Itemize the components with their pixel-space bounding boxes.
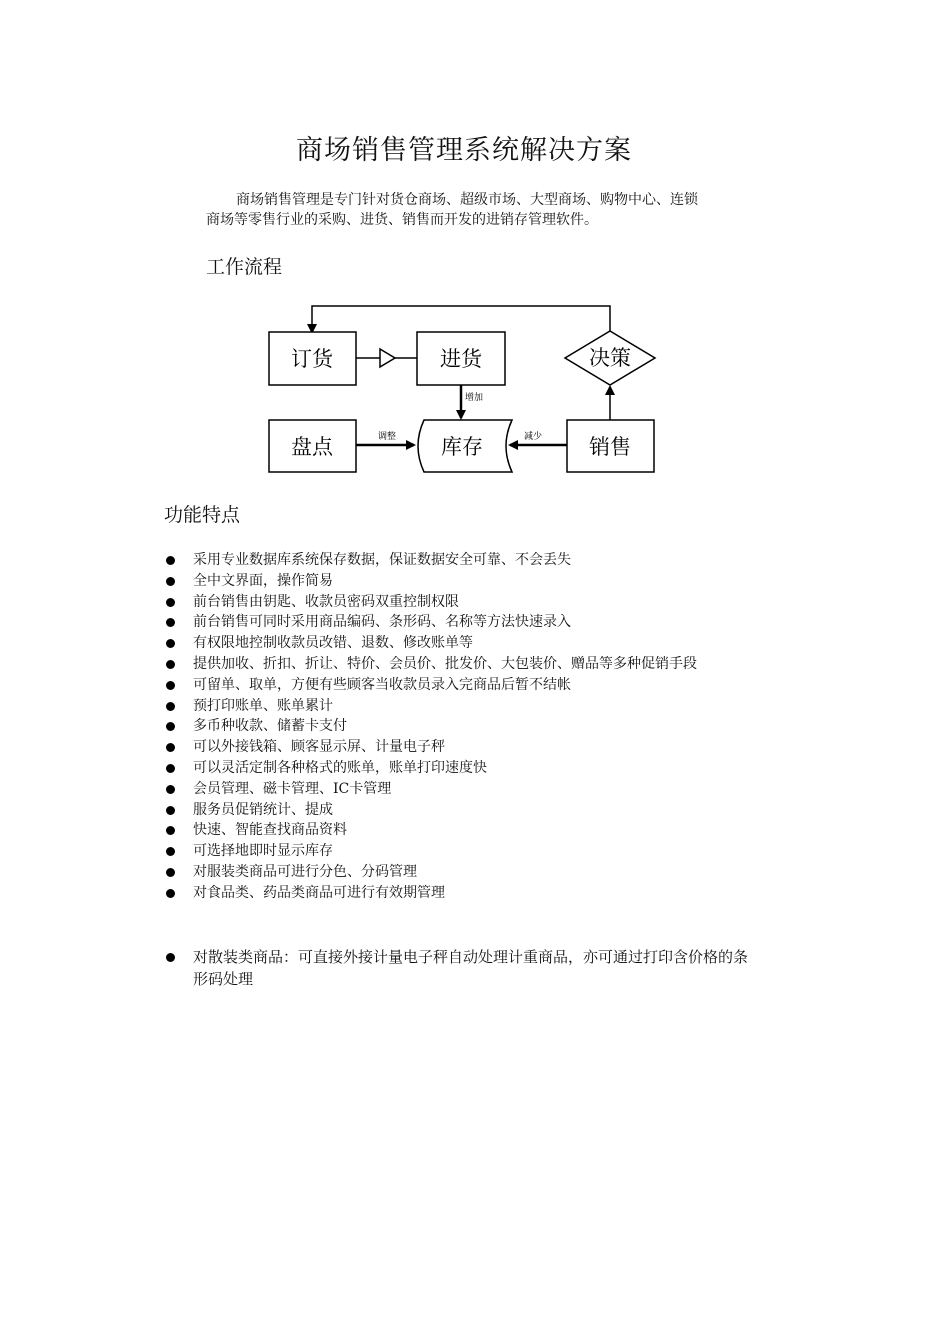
list-item: 预打印账单、账单累计 bbox=[164, 696, 764, 717]
features-list bbox=[164, 550, 764, 904]
list-item: 可选择地即时显示库存 bbox=[164, 841, 764, 862]
order-to-purchase-arrowhead bbox=[380, 349, 395, 367]
node-sales-label: 销售 bbox=[589, 435, 631, 459]
bullet-icon bbox=[166, 577, 175, 586]
bullet-icon bbox=[166, 743, 175, 752]
list-item: 有权限地控制收款员改错、退数、修改账单等 bbox=[164, 633, 764, 654]
edge-label-adjust: 调整 bbox=[378, 432, 397, 442]
bullet-icon bbox=[166, 785, 175, 794]
bullet-icon bbox=[166, 681, 175, 690]
list-item: 可留单、取单，方便有些顾客当收款员录入完商品后暂不结帐 bbox=[164, 675, 764, 696]
list-item: 前台销售可同时采用商品编码、条形码、名称等方法快速录入 bbox=[164, 612, 764, 633]
list-item: 可以灵活定制各种格式的账单，账单打印速度快 bbox=[164, 758, 764, 779]
node-decision-label: 决策 bbox=[589, 346, 631, 370]
intro-line-2: 商场等零售行业的采购、进货、销售而开发的进销存管理软件。 bbox=[206, 212, 598, 228]
bullet-icon bbox=[166, 660, 175, 669]
list-item: 对服装类商品可进行分色、分码管理 bbox=[164, 862, 764, 883]
list-item: 服务员促销统计、提成 bbox=[164, 800, 764, 821]
features-extra-list bbox=[164, 946, 764, 990]
workflow-heading: 工作流程 bbox=[206, 256, 283, 278]
intro-paragraph bbox=[206, 190, 746, 230]
list-item: 对食品类、药品类商品可进行有效期管理 bbox=[164, 883, 764, 904]
node-purchase-label: 进货 bbox=[440, 347, 482, 371]
edge-label-decrease: 减少 bbox=[524, 432, 543, 442]
features-heading: 功能特点 bbox=[164, 504, 241, 526]
bullet-icon bbox=[166, 953, 175, 962]
list-item: 可以外接钱箱、顾客显示屏、计量电子秤 bbox=[164, 737, 764, 758]
bullet-icon bbox=[166, 889, 175, 898]
document-title: 商场销售管理系统解决方案 bbox=[296, 135, 632, 166]
list-item: 会员管理、磁卡管理、IC卡管理 bbox=[164, 779, 764, 800]
bullet-icon bbox=[166, 598, 175, 607]
bullet-icon bbox=[166, 847, 175, 856]
bullet-icon bbox=[166, 722, 175, 731]
list-item: 前台销售由钥匙、收款员密码双重控制权限 bbox=[164, 592, 764, 613]
bullet-icon bbox=[166, 702, 175, 711]
node-stock-label: 库存 bbox=[441, 435, 483, 459]
bullet-icon bbox=[166, 618, 175, 627]
bullet-icon bbox=[166, 764, 175, 773]
list-item: 提供加收、折扣、折让、特价、会员价、批发价、大包装价、赠品等多种促销手段 bbox=[164, 654, 733, 675]
bullet-icon bbox=[166, 639, 175, 648]
intro-line-1: 商场销售管理是专门针对货仓商场、超级市场、大型商场、购物中心、连锁 bbox=[236, 192, 698, 208]
list-item: 对散装类商品：可直接外接计量电子秤自动处理计重商品，亦可通过打印含价格的条形码处理 bbox=[164, 946, 753, 990]
list-item: 多币种收款、储蓄卡支付 bbox=[164, 716, 764, 737]
bullet-icon bbox=[166, 868, 175, 877]
list-item: 快速、智能查找商品资料 bbox=[164, 820, 764, 841]
node-order-label: 订货 bbox=[291, 347, 333, 371]
node-inventory-check-label: 盘点 bbox=[291, 435, 333, 459]
list-item: 采用专业数据库系统保存数据，保证数据安全可靠、不会丢失 bbox=[164, 550, 764, 571]
edge-label-increase: 增加 bbox=[465, 393, 484, 403]
bullet-icon bbox=[166, 556, 175, 565]
loop-connector bbox=[312, 306, 610, 332]
workflow-diagram bbox=[262, 296, 662, 482]
bullet-icon bbox=[166, 826, 175, 835]
list-item: 全中文界面，操作简易 bbox=[164, 571, 764, 592]
bullet-icon bbox=[166, 806, 175, 815]
